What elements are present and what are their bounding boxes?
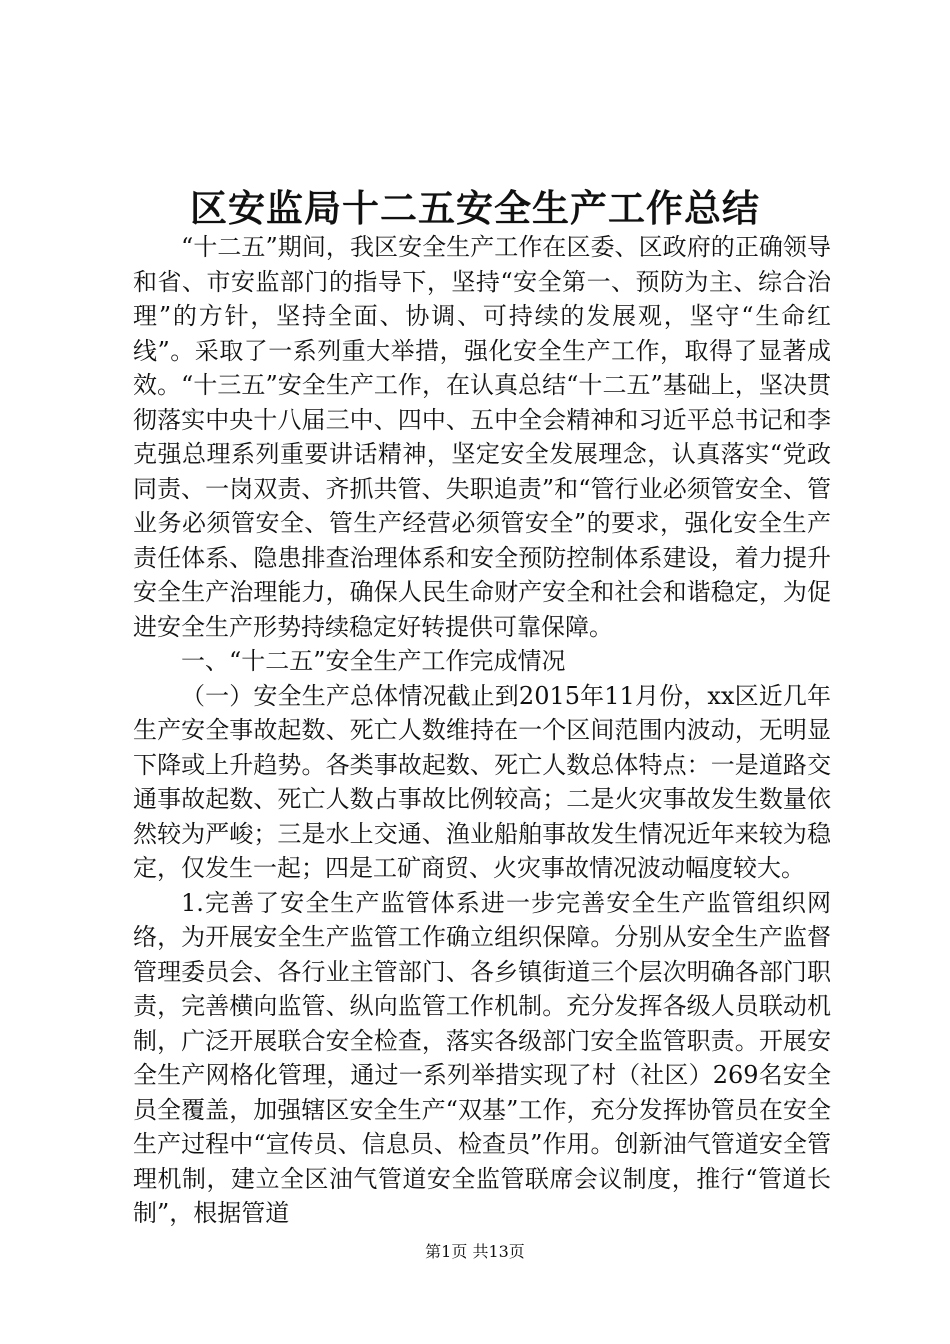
document-body (133, 230, 831, 1231)
section-heading-1: 一、“十二五”安全生产工作完成情况 (181, 647, 566, 675)
document-title: 区安监局十二五安全生产工作总结 (190, 186, 760, 230)
paragraph-supervision-system: 1.完善了安全生产监管体系进一步完善安全生产监管组织网络，为开展安全生产监管工作确立组织保障。分别从安全生产监督管理委员会、各行业主管部门、各乡镇街道三个层次明确各部门职责，完善横向监管、纵向监管工作机制。充分发挥各级人员联动机制，广泛开展联合安全检查，落实各级部门安全监管职责。开展安全生产网格化管理，通过一系列举措实现了村（社区）269名安全员全覆盖，加强辖区安全生产“双基”工作，充分发挥协管员在安全生产过程中“宣传员、信息员、检查员”作用。创新油气管道安全管理机制，建立全区油气管道安全监管联席会议制度，推行“管道长制”，根据管道 (133, 888, 831, 1227)
paragraph-overall-situation: （一）安全生产总体情况截止到2015年11月份，xx区近几年生产安全事故起数、死亡人数维持在一个区间范围内波动，无明显下降或上升趋势。各类事故起数、死亡人数总体特点：一是道路交通事故起数、死亡人数占事故比例较高；二是火灾事故发生数量依然较为严峻；三是水上交通、渔业船舶事故发生情况近年来较为稳定，仅发生一起；四是工矿商贸、火灾事故情况波动幅度较大。 (133, 681, 831, 882)
paragraph-intro: “十二五”期间，我区安全生产工作在区委、区政府的正确领导和省、市安监部门的指导下，坚持“安全第一、预防为主、综合治理”的方针，坚持全面、协调、可持续的发展观，坚守“生命红线”。采取了一系列重大举措，强化安全生产工作，取得了显著成效。“十三五”安全生产工作，在认真总结“十二五”基础上，坚决贯彻落实中央十八届三中、四中、五中全会精神和习近平总书记和李克强总理系列重要讲话精神，坚定安全发展理念，认真落实“党政同责、一岗双责、齐抓共管、失职追责”和“管行业必须管安全、管业务必须管安全、管生产经营必须管安全”的要求，强化安全生产责任体系、隐患排查治理体系和安全预防控制体系建设，着力提升安全生产治理能力，确保人民生命财产安全和社会和谐稳定，为促进安全生产形势持续稳定好转提供可靠保障。 (133, 233, 831, 641)
page-footer: 第1页 共13页 (425, 1242, 525, 1261)
